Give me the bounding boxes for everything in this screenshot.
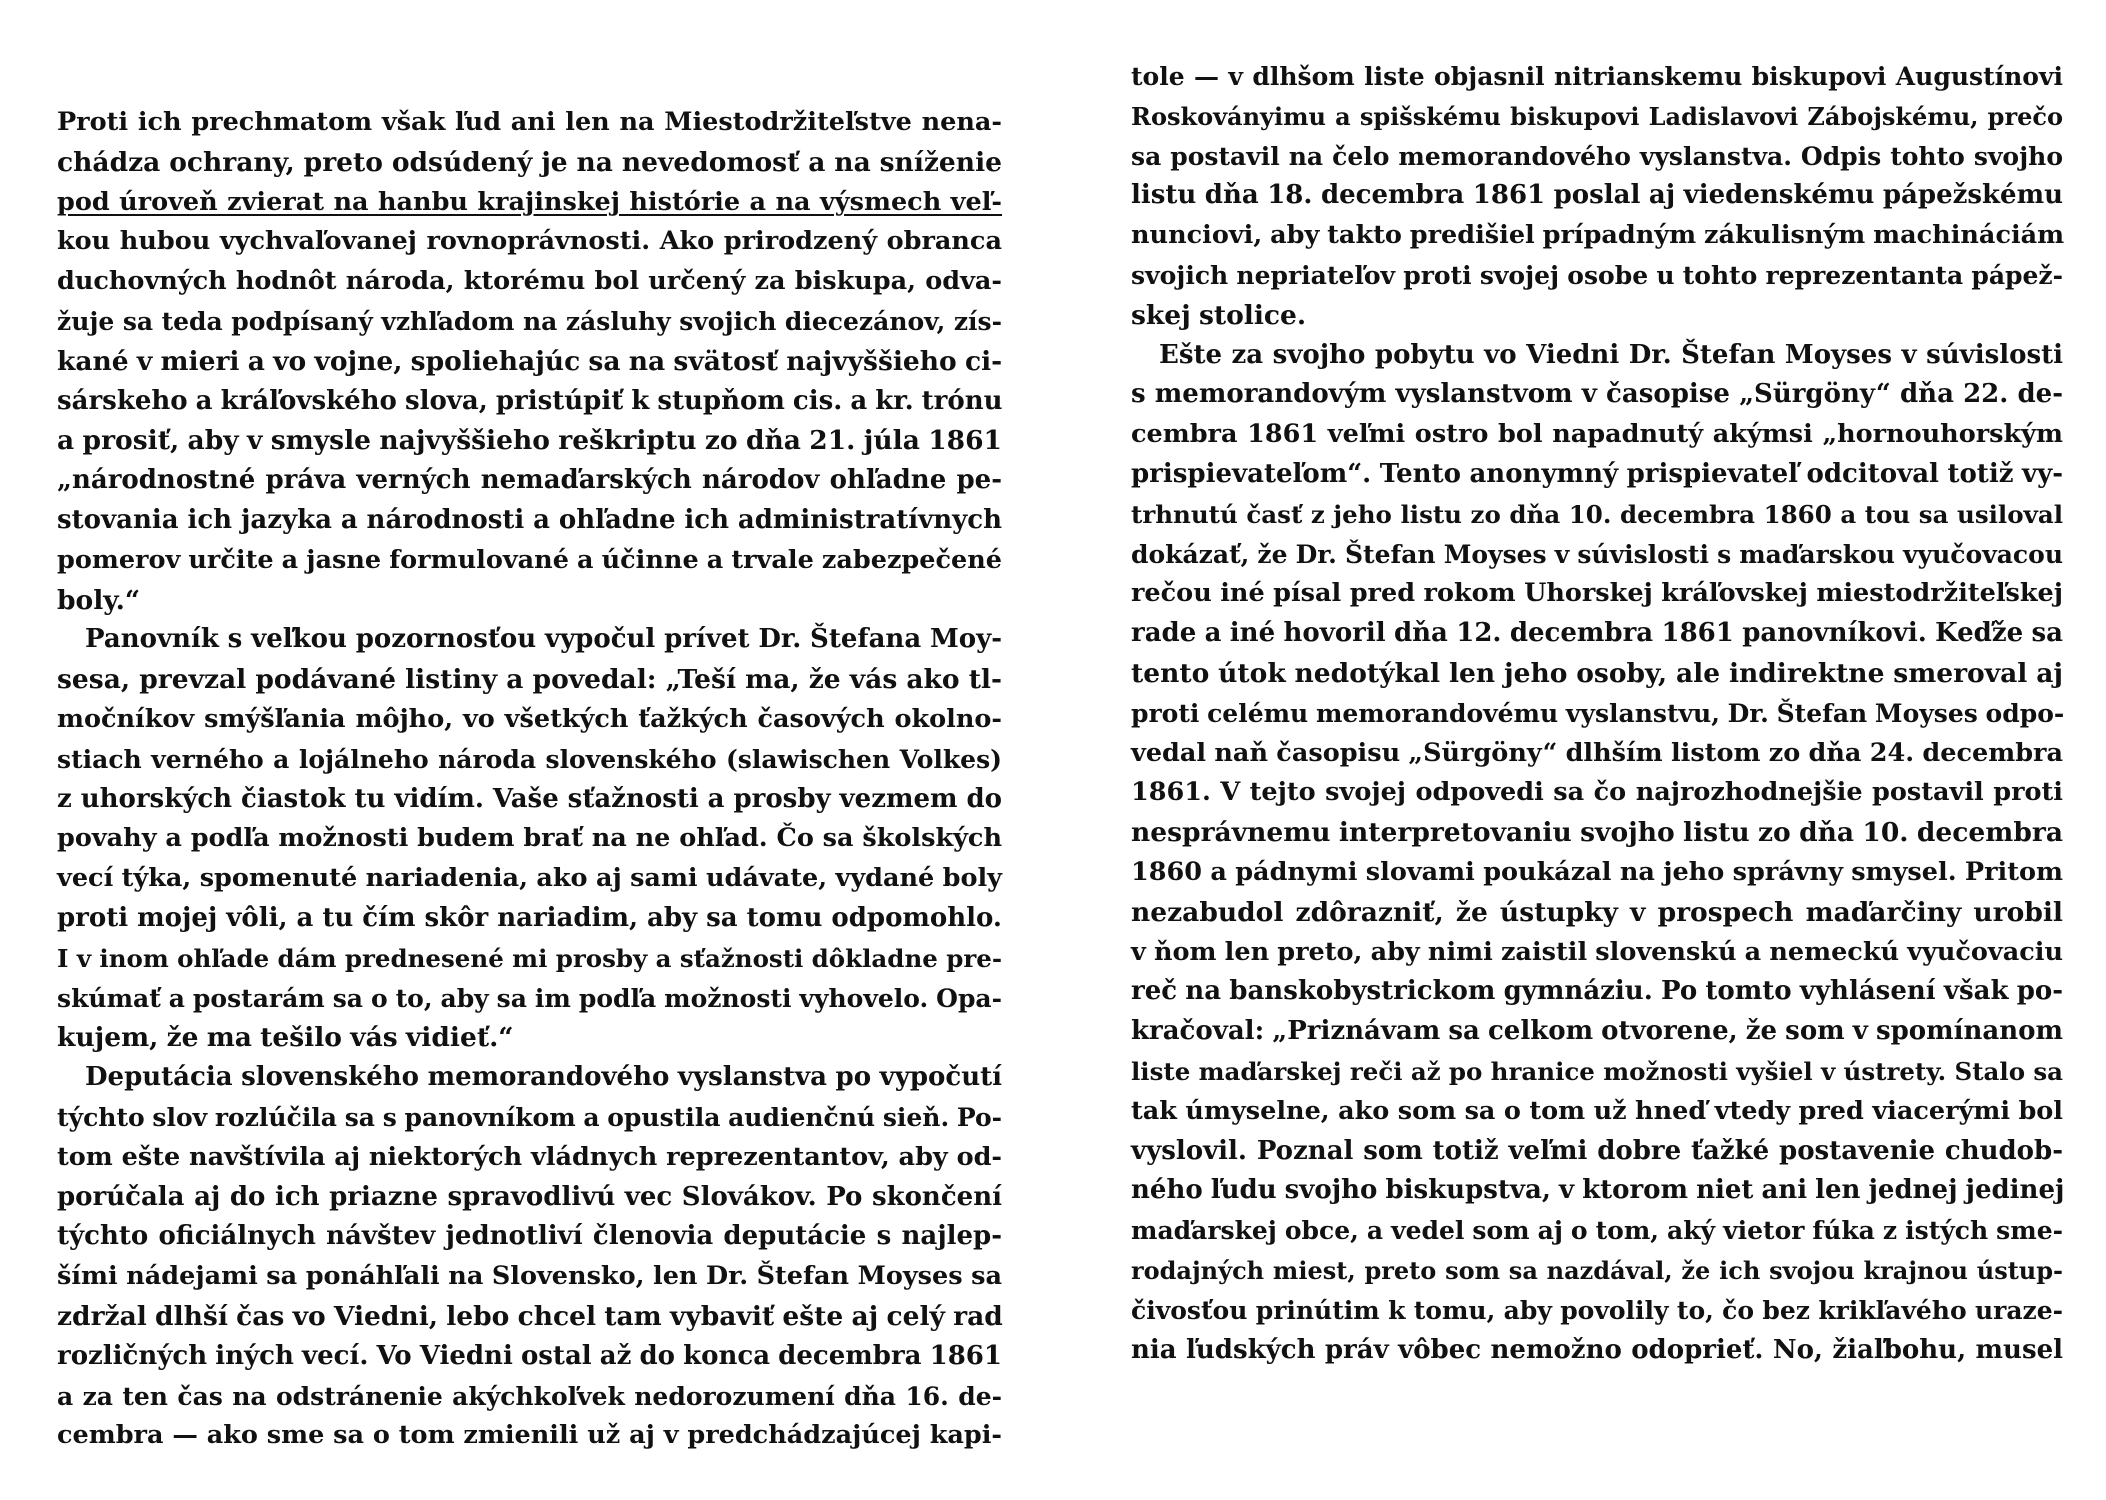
text-line: tom ešte navštívila aj niektorých vládnych reprezentantov, aby od- [57,1141,1002,1172]
text-line: skúmať a postarám sa o to, aby sa im podľa možnosti vyhovelo. Opa- [57,983,1002,1013]
text-line: svojich nepriateľov proti svojej osobe u tohto reprezentanta pápež- [1131,260,2063,290]
text-line: liste maďarskej reči až po hranice možnosti vyšiel v ústrety. Stalo sa [1131,1056,2063,1086]
text-line: prispievateľom“. Tento anonymný prispievateľ odcitoval totiž vy- [1131,458,2063,489]
text-line: pod úroveň zvierat na hanbu krajinskej histórie a na výsmech veľ- [57,186,1002,217]
text-line: proti mojej vôli, a tu čím skôr nariadim, aby sa tomu odpomohlo. [57,902,1002,933]
text-line: Ešte za svojho pobytu vo Viedni Dr. Štefan Moyses v súvislosti [1159,339,2063,370]
text-line: Panovník s veľkou pozornosťou vypočul prívet Dr. Štefana Moy- [85,624,1002,655]
text-line: nia ľudských práv vôbec nemožno odoprieť. No, žiaľbohu, musel [1131,1334,2063,1365]
text-line: Proti ich prechmatom však ľud ani len na Miestodržiteľstve nena- [57,107,1002,137]
text-line: nesprávnemu interpretovaniu svojho listu zo dňa 10. decembra [1131,817,2063,849]
text-line: kujem, že ma tešilo vás vidieť.“ [57,1022,514,1054]
text-line: I v inom ohľade dám prednesené mi prosby a sťažnosti dôkladne pre- [57,943,1002,973]
text-line: šími nádejami sa ponáhľali na Slovensko, len Dr. Štefan Moyses sa [57,1261,1002,1292]
text-line: tole — v dlhšom liste objasnil nitrianskemu biskupovi Augustínovi [1131,62,2063,91]
left-page-text [57,103,1002,1456]
right-page [1053,0,2106,1500]
text-line: trhnutú časť z jeho listu zo dňa 10. decembra 1860 a tou sa usiloval [1131,499,2063,529]
text-line: cembra — ako sme sa o tom zmienili už aj v predchádzajúcej kapi- [57,1420,1002,1451]
text-line: listu dňa 18. decembra 1861 poslal aj viedenskému pápežskému [1131,180,2063,211]
text-line: 1861. V tejto svojej odpovedi sa čo najrozhodnejšie postavil proti [1131,777,2063,808]
text-line: tak úmyselne, ako som sa o tom už hneď vtedy pred viacerými bol [1131,1095,2063,1126]
text-line: „národnostné práva verných nemaďarských národov ohľadne pe- [57,465,1002,496]
text-line: rade a iné hovoril dňa 12. decembra 1861 panovníkovi. Keďže sa [1131,618,2063,649]
text-line: Roskoványimu a spišskému biskupovi Ladislavovi Zábojskému, prečo [1131,101,2063,131]
text-line: boly.“ [57,584,141,616]
text-line: sesa, prevzal podávané listiny a povedal: „Teší ma, že vás ako tl- [57,664,1002,696]
text-line: cembra 1861 veľmi ostro bol napadnutý akýmsi „hornouhorským [1131,419,2063,450]
text-line: a prosiť, aby v smysle najvyššieho reškriptu zo dňa 21. júla 1861 [57,425,1002,457]
text-line: kané v mieri a vo vojne, spoliehajúc sa na svätosť najvyššieho ci- [57,345,1003,377]
text-line: reč na banskobystrickom gymnáziu. Po tomto vyhlásení však po- [1131,976,2063,1007]
text-line: proti celému memorandovému vyslanstvu, Dr. Štefan Moyses odpo- [1131,698,2065,728]
text-line: týchto slov rozlúčila sa s panovníkom a opustila audienčnú sieň. Po- [57,1102,1003,1132]
text-line: duchovných hodnôt národa, ktorému bol určený za biskupa, odva- [57,266,1002,297]
text-line: nezabudol zdôrazniť, že ústupky v prospech maďarčiny urobil [1131,896,2063,928]
text-line: kou hubou vychvaľovanej rovnoprávnosti. Ako prirodzený obranca [57,226,1002,257]
text-line: vyslovil. Poznal som totiž veľmi dobre ťažké postavenie chudob- [1131,1135,2063,1166]
text-line: dokázať, že Dr. Štefan Moyses v súvislosti s maďarskou vyučovacou [1131,539,2063,569]
text-line: sa postavil na čelo memorandového vyslanstva. Odpis tohto svojho [1131,141,2063,171]
text-line: chádza ochrany, preto odsúdený je na nevedomosť a na sníženie [57,146,1002,178]
text-line: s memorandovým vyslanstvom v časopise „Sürgöny“ dňa 22. de- [1131,379,2063,410]
text-line: a za ten čas na odstránenie akýchkoľvek nedorozumení dňa 16. de- [57,1381,1002,1411]
text-line: močníkov smýšľania môjho, vo všetkých ťažkých časových okolno- [57,703,1002,734]
text-line: rečou iné písal pred rokom Uhorskej kráľovskej miestodržiteľskej [1131,578,2063,609]
text-line: kračoval: „Priznávam sa celkom otvorene, že som v spomínanom [1131,1016,2063,1047]
text-line: čivosťou prinútim k tomu, aby povolily to, čo bez krikľavého uraze- [1131,1295,2063,1325]
text-line: 1860 a pádnymi slovami poukázal na jeho správny smysel. Pritom [1131,856,2063,887]
text-line: povahy a podľa možnosti budem brať na ne ohľad. Čo sa školských [57,823,1002,854]
text-line: rodajných miest, preto som sa nazdával, že ich svojou krajnou ústup- [1131,1255,2063,1285]
text-line: stovania ich jazyka a národnosti a ohľadne ich administratívnych [57,504,1002,535]
text-line: porúčala aj do ich priazne spravodlivú vec Slovákov. Po skončení [57,1181,1002,1212]
right-page-text [1131,57,2063,1370]
text-line: Deputácia slovenského memorandového vyslanstva po vypočutí [85,1062,1002,1093]
text-line: vecí týka, spomenuté nariadenia, ako aj sami udávate, vydané boly [57,863,1002,894]
text-line: v ňom len preto, aby nimi zaistil slovenskú a nemeckú vyučovaciu [1131,936,2063,967]
text-line: maďarskej obce, a vedel som aj o tom, aký vietor fúka z istých sme- [1131,1216,2063,1246]
text-line: žuje sa teda podpísaný vzhľadom na zásluhy svojich diecezánov, zís- [57,306,1002,336]
text-line: stiach verného a lojálneho národa slovenského (slawischen Volkes) [57,744,1002,774]
text-line: z uhorských čiastok tu vidím. Vaše sťažnosti a prosby vezmem do [57,783,1002,814]
text-line: nunciovi, aby takto predišiel prípadným zákulisným machináciám [1131,220,2065,251]
text-line: vedal naň časopisu „Sürgöny“ dlhším listom zo dňa 24. decembra [1131,737,2063,768]
text-line: rozličných iných vecí. Vo Viedni ostal až do konca decembra 1861 [57,1340,1002,1371]
text-line: tento útok nedotýkal len jeho osoby, ale indirektne smeroval aj [1131,657,2063,689]
text-line: zdržal dlhší čas vo Viedni, lebo chcel tam vybaviť ešte aj celý rad [57,1300,1003,1332]
text-line: týchto oficiálnych návštev jednotliví členovia deputácie s najlep- [57,1221,1002,1252]
text-line: pomerov určite a jasne formulované a účinne a trvale zabezpečené [57,544,1002,575]
text-line: ného ľudu svojho biskupstva, v ktorom niet ani len jednej jedinej [1131,1175,2065,1206]
text-line: sárskeho a kráľovského slova, pristúpiť k stupňom cis. a kr. trónu [57,385,1003,416]
text-line: skej stolice. [1131,299,1307,331]
